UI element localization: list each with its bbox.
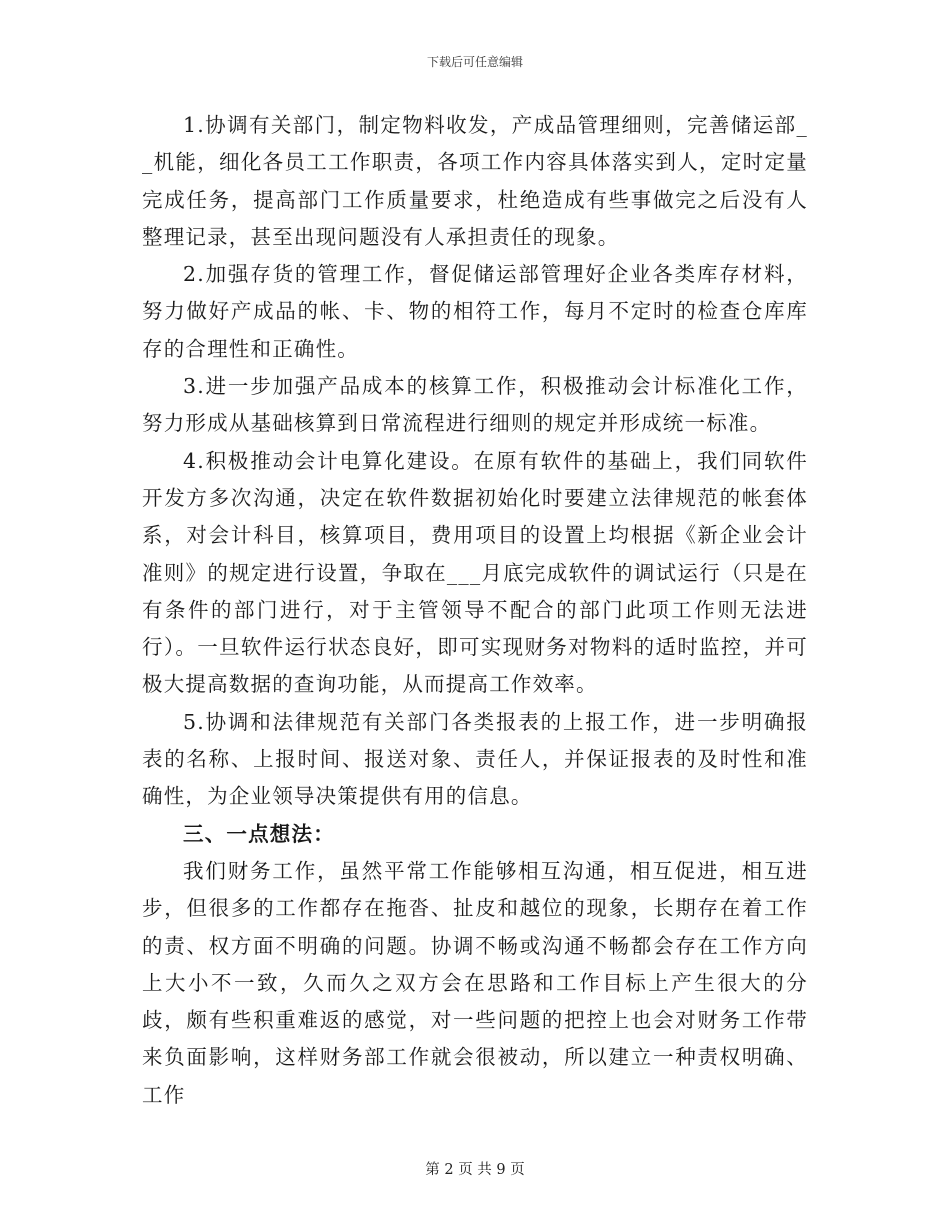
- section-heading: 三、一点想法：: [183, 821, 335, 846]
- paragraph-1: 1.协调有关部门，制定物料收发，产成品管理细则，完善储运部__机能，细化各员工工作职责，各项工作内容具体落实到人，定时定量完成任务，提高部门工作质量要求，杜绝造成有些事做完之后没有人整理记录，甚至出现问题没有人承担责任的现象。: [142, 113, 808, 249]
- paragraph-2: 2.加强存货的管理工作，督促储运部管理好企业各类库存材料，努力做好产成品的帐、卡、物的相符工作，每月不定时的检查仓库库存的合理性和正确性。: [142, 262, 808, 361]
- section-body-paragraph: 我们财务工作，虽然平常工作能够相互沟通，相互促进，相互进步，但很多的工作都存在拖沓、扯皮和越位的现象，长期存在着工作的责、权方面不明确的问题。协调不畅或沟通不畅都会存在工作方向上大小不一致，久而久之双方会在思路和工作目标上产生很大的分歧，颇有些积重难返的感觉，对一些问题的把控上也会对财务工作带来负面影响，这样财务部工作就会很被动，所以建立一种责权明确、工作: [142, 858, 808, 1107]
- page-header-note: 下载后可任意编辑: [426, 55, 523, 69]
- paragraph-5: 5.协调和法律规范有关部门各类报表的上报工作，进一步明确报表的名称、上报时间、报送对象、责任人，并保证报表的及时性和准确性，为企业领导决策提供有用的信息。: [142, 709, 808, 809]
- paragraph-4: 4.积极推动会计电算化建设。在原有软件的基础上，我们同软件开发方多次沟通，决定在软件数据初始化时要建立法律规范的帐套体系，对会计科目，核算项目，费用项目的设置上均根据《新企业会计准则》的规定进行设置，争取在___月底完成软件的调试运行（只是在有条件的部门进行，对于主管领导不配合的部门此项工作则无法进行）。一旦软件运行状态良好，即可实现财务对物料的适时监控，并可极大提高数据的查询功能，从而提高工作效率。: [142, 448, 808, 697]
- document-body: [142, 107, 808, 1114]
- page-number-footer: 第 2 页 共 9 页: [425, 1162, 525, 1178]
- paragraph-3: 3.进一步加强产品成本的核算工作，积极推动会计标准化工作，努力形成从基础核算到日常流程进行细则的规定并形成统一标准。: [142, 374, 808, 436]
